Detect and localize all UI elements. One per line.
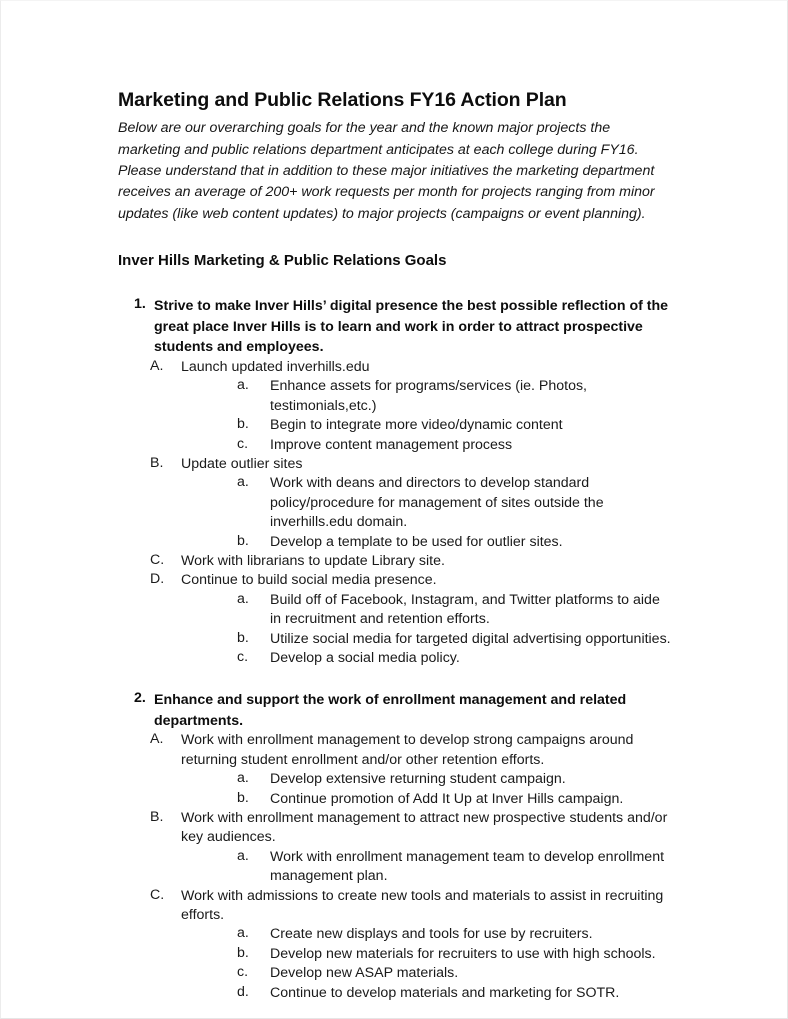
list-item-text: Enhance assets for programs/services (ie. Photos, testimonials,etc.) bbox=[270, 378, 587, 414]
list-item-marker: a. bbox=[237, 770, 249, 787]
list-item bbox=[150, 887, 674, 1003]
list-item bbox=[237, 790, 674, 809]
list-item-subitems bbox=[181, 377, 674, 455]
list-item-marker: a. bbox=[237, 474, 249, 491]
list-item bbox=[237, 984, 674, 1003]
list-item bbox=[150, 731, 674, 809]
list-item bbox=[237, 945, 674, 964]
list-item-text: Begin to integrate more video/dynamic content bbox=[270, 417, 563, 434]
list-item-text: Develop new materials for recruiters to use with high schools. bbox=[270, 945, 656, 962]
list-item bbox=[237, 964, 674, 983]
goal-text: Enhance and support the work of enrollment management and related departments. bbox=[154, 692, 627, 729]
list-item bbox=[150, 809, 674, 887]
list-item-text: Develop extensive returning student campaign. bbox=[270, 771, 566, 788]
list-item-marker: B. bbox=[150, 809, 164, 825]
list-item-text: Continue to build social media presence. bbox=[181, 572, 437, 589]
list-item-subitems bbox=[181, 770, 674, 809]
list-item-marker: d. bbox=[237, 983, 249, 1000]
list-item-text: Continue promotion of Add It Up at Inver Hills campaign. bbox=[270, 790, 624, 807]
list-item-marker: c. bbox=[237, 964, 249, 981]
list-item bbox=[150, 358, 674, 455]
list-item-text: Improve content management process bbox=[270, 436, 513, 453]
page-title: Marketing and Public Relations FY16 Action Plan bbox=[118, 89, 567, 111]
list-item-text: Utilize social media for targeted digital advertising opportunities. bbox=[270, 630, 671, 647]
list-item-marker: C. bbox=[150, 551, 165, 568]
list-item-marker: D. bbox=[150, 571, 165, 588]
list-item-marker: b. bbox=[237, 629, 249, 646]
list-item bbox=[237, 770, 674, 789]
goal-item bbox=[118, 296, 674, 668]
list-item-marker: a. bbox=[237, 847, 249, 864]
goal-marker: 2. bbox=[134, 690, 146, 707]
list-item-text: Develop a social media policy. bbox=[270, 649, 460, 666]
list-item-text: Develop a template to be used for outlier sites. bbox=[270, 533, 563, 550]
list-item-marker: A. bbox=[150, 357, 164, 374]
list-item-marker: b. bbox=[237, 532, 249, 549]
list-item-marker: a. bbox=[237, 377, 249, 394]
list-item-marker: C. bbox=[150, 886, 165, 903]
list-item bbox=[237, 925, 674, 944]
goal-marker: 1. bbox=[134, 296, 146, 313]
list-item-text: Work with librarians to update Library site. bbox=[181, 552, 445, 569]
list-item-marker: b. bbox=[237, 416, 249, 433]
list-item-marker: b. bbox=[237, 944, 249, 961]
goal-subitems bbox=[150, 357, 674, 669]
list-item-marker: c. bbox=[237, 648, 249, 665]
document-content bbox=[118, 89, 674, 1003]
list-item-text: Work with admissions to create new tools and materials to assist in recruiting efforts. bbox=[181, 887, 664, 924]
goal-subitems bbox=[150, 731, 674, 1003]
list-item bbox=[237, 649, 674, 668]
list-item-text: Launch updated inverhills.edu bbox=[181, 358, 370, 375]
list-item bbox=[150, 571, 674, 668]
list-item-text: Develop new ASAP materials. bbox=[270, 965, 459, 982]
goal-item bbox=[118, 690, 674, 1003]
list-item bbox=[237, 474, 674, 532]
list-item bbox=[150, 552, 674, 571]
list-item bbox=[237, 377, 674, 416]
list-item bbox=[237, 848, 674, 887]
list-item-marker: a. bbox=[237, 590, 249, 607]
list-item-text: Work with deans and directors to develop standard policy/procedure for management of sites outside the inverhills.edu domain. bbox=[270, 475, 604, 531]
list-item-subitems bbox=[181, 474, 674, 552]
list-item bbox=[237, 630, 674, 649]
list-item-text: Create new displays and tools for use by recruiters. bbox=[270, 926, 593, 943]
list-item bbox=[237, 436, 674, 455]
list-item-text: Update outlier sites bbox=[181, 455, 303, 472]
goal-text: Strive to make Inver Hills’ digital presence the best possible reflection of the great place Inver Hills is to learn and work in order to attract prospective students and employees. bbox=[154, 298, 669, 356]
list-item bbox=[237, 591, 674, 630]
section-heading: Inver Hills Marketing & Public Relations Goals bbox=[118, 251, 447, 269]
list-item-text: Continue to develop materials and marketing for SOTR. bbox=[270, 984, 620, 1001]
list-item-text: Build off of Facebook, Instagram, and Twitter platforms to aide in recruitment and retention efforts. bbox=[270, 591, 660, 628]
list-item bbox=[237, 416, 674, 435]
list-item-text: Work with enrollment management to develop strong campaigns around returning student enrollment and/or other retention efforts. bbox=[181, 732, 634, 768]
intro-paragraph: Below are our overarching goals for the year and the known major projects the marketing and public relations department anticipates at each college during FY16. Please understand that in addition to these major initiatives the marketing department receives an average of 200+ work requests per month for projects ranging from minor updates (like web content updates) to major projects (campaigns or event planning). bbox=[118, 120, 655, 222]
list-item-subitems bbox=[181, 591, 674, 669]
list-item-marker: a. bbox=[237, 925, 249, 942]
list-item bbox=[150, 455, 674, 552]
list-item-subitems bbox=[181, 848, 674, 887]
list-item-subitems bbox=[181, 925, 674, 1003]
goals-list bbox=[118, 296, 674, 1003]
list-item-marker: B. bbox=[150, 454, 164, 471]
list-item-text: Work with enrollment management team to develop enrollment management plan. bbox=[270, 848, 665, 885]
list-item-marker: b. bbox=[237, 789, 249, 806]
list-item bbox=[237, 533, 674, 552]
list-item-marker: c. bbox=[237, 435, 249, 452]
list-item-marker: A. bbox=[150, 731, 164, 748]
list-item-text: Work with enrollment management to attract new prospective students and/or key audiences. bbox=[181, 810, 668, 846]
